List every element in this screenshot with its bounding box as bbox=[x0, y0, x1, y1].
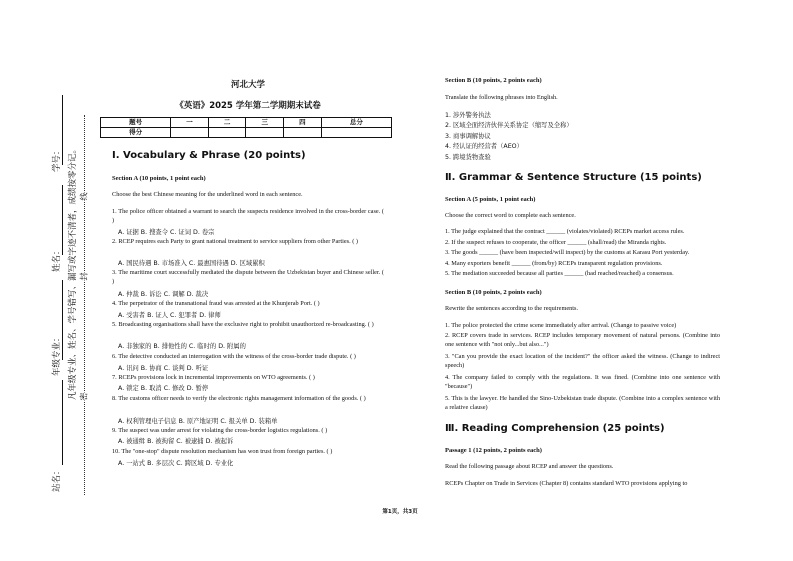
part2-sectionB-instruction: Rewrite the sentences according to the requirements. bbox=[445, 305, 579, 312]
grammar-item-4: 4. Many exporters benefit ______ (from/by) RCEPs transparent regulation provisions. bbox=[445, 260, 663, 267]
seal-dotted-line bbox=[84, 115, 85, 495]
part1-title: Ⅰ. Vocabulary & Phrase (20 points) bbox=[112, 150, 306, 161]
question-7-options: A. 锁定 B. 取消 C. 修改 D. 暂停 bbox=[118, 385, 209, 392]
score-cell bbox=[246, 128, 284, 138]
score-cell bbox=[171, 128, 209, 138]
part1-sectionA-title: Section A (10 points, 1 point each) bbox=[112, 175, 206, 182]
translate-item-3: 3. 商事调解协议 bbox=[445, 133, 491, 140]
question-5-options: A. 非独家的 B. 排他性的 C. 临时的 D. 附属的 bbox=[118, 343, 246, 350]
translate-item-1: 1. 涉外警务执法 bbox=[445, 112, 491, 119]
label-station: 站名： bbox=[52, 466, 62, 492]
seal-mark-mi: 密 bbox=[79, 392, 89, 401]
translate-item-2: 2. 区域全面经济伙伴关系协定（缩写及全称） bbox=[445, 122, 573, 129]
rewrite-item-1: 1. The police protected the crime scene immediately after arrival. (Change to passive voice) bbox=[445, 322, 677, 329]
station-line bbox=[62, 380, 63, 465]
score-header-cell: 四 bbox=[284, 118, 322, 128]
part2-sectionB-title: Section B (10 points, 2 points each) bbox=[445, 289, 542, 296]
question-10-options: A. 一站式 B. 多层次 C. 跨区域 D. 专业化 bbox=[118, 460, 234, 467]
major-line bbox=[62, 280, 63, 360]
score-cell bbox=[321, 128, 391, 138]
score-header-cell: 一 bbox=[171, 118, 209, 128]
score-header-cell: 总分 bbox=[321, 118, 391, 128]
grammar-item-2: 2. If the suspect refuses to cooperate, the officer ______ (shall/read) the Miranda rights. bbox=[445, 239, 667, 246]
part2-title: Ⅱ. Grammar & Sentence Structure (15 points) bbox=[445, 172, 702, 183]
binding-note: 凡年级专业、姓名、学号错写、漏写或字迹不清者，成绩按零分记。 bbox=[68, 144, 78, 400]
university-name: 河北大学 bbox=[230, 80, 265, 90]
score-cell bbox=[208, 128, 246, 138]
question-9-options: A. 被通缉 B. 被拘留 C. 被逮捕 D. 被起诉 bbox=[118, 438, 234, 445]
question-1: 1. The police officer obtained a warrant to search the suspects residence involved in the cross-border case. ( ) bbox=[112, 208, 384, 224]
question-4: 4. The perpetrator of the transnational fraud was arrested at the Khunjerab Port. ( ) bbox=[112, 300, 320, 307]
score-table-header-row bbox=[101, 118, 392, 128]
question-6: 6. The detective conducted an interrogation with the witness of the cross-border trade dispute. ( ) bbox=[112, 353, 356, 360]
label-major: 年级专业： bbox=[52, 333, 62, 376]
grammar-item-5: 5. The mediation succeeded because all parties ______ (had reached/reached) a consensus. bbox=[445, 270, 674, 277]
translate-item-5: 5. 跨境货物查验 bbox=[445, 154, 491, 161]
question-10: 10. The "one-stop" dispute resolution mechanism has won trust from foreign parties. ( ) bbox=[112, 448, 333, 455]
grammar-item-1: 1. The judge explained that the contract ______ (violates/violated) RCEPs market access rules. bbox=[445, 228, 685, 235]
translate-item-4: 4. 经认证的经营者（AEO） bbox=[445, 143, 523, 150]
question-8-options: A. 权利管理电子信息 B. 原产地证明 C. 报关单 D. 装箱单 bbox=[118, 418, 278, 425]
score-header-cell: 三 bbox=[246, 118, 284, 128]
question-5: 5. Broadcasting organisations shall have the exclusive right to prohibit unauthorized re-broadcasting. ( ) bbox=[112, 321, 374, 328]
score-header-cell: 二 bbox=[208, 118, 246, 128]
question-3-options: A. 仲裁 B. 诉讼 C. 调解 D. 裁决 bbox=[118, 291, 209, 298]
passage1-instruction: Read the following passage about RCEP and answer the questions. bbox=[445, 463, 614, 470]
seal-mark-feng: 封 bbox=[79, 272, 89, 281]
page-indicator: 第1页，共3页 bbox=[382, 509, 418, 515]
passage1-title: Passage 1 (12 points, 2 points each) bbox=[445, 447, 542, 454]
exam-title: 《英语》2025 学年第二学期期末试卷 bbox=[175, 101, 321, 111]
question-6-options: A. 讯问 B. 协商 C. 谈判 D. 听证 bbox=[118, 365, 209, 372]
question-8: 8. The customs officer needs to verify the electronic rights management information of the goods. ( ) bbox=[112, 395, 366, 402]
part1-sectionB-instruction: Translate the following phrases into English. bbox=[445, 94, 558, 101]
question-2-options: A. 国民待遇 B. 市场准入 C. 最惠国待遇 D. 区域累积 bbox=[118, 260, 265, 267]
part1-sectionB-title: Section B (10 points, 2 points each) bbox=[445, 77, 542, 84]
rewrite-item-2: 2. RCEP covers trade in services. RCEP includes temporary movement of natural persons. (Combine into one sentence with "not only...but also...") bbox=[445, 332, 720, 348]
label-student-id: 学号： bbox=[52, 146, 62, 172]
score-table-score-row bbox=[101, 128, 392, 138]
score-table bbox=[100, 117, 392, 138]
score-cell bbox=[284, 128, 322, 138]
grammar-item-3: 3. The goods ______ (have been inspected/will inspect) by the customs at Karasu Port yesterday. bbox=[445, 249, 690, 256]
seal-mark-xian: 线 bbox=[79, 192, 89, 201]
question-7: 7. RCEPs provisions lock in incremental improvements on WTO agreements. ( ) bbox=[112, 374, 315, 381]
name-line bbox=[62, 185, 63, 255]
question-9: 9. The suspect was under arrest for violating the cross-border logistics regulations. ( ) bbox=[112, 427, 328, 434]
part2-sectionA-instruction: Choose the correct word to complete each sentence. bbox=[445, 212, 576, 219]
part3-title: Ⅲ. Reading Comprehension (25 points) bbox=[445, 423, 665, 434]
question-4-options: A. 受害者 B. 证人 C. 犯罪者 D. 律师 bbox=[118, 312, 221, 319]
question-3: 3. The maritime court successfully mediated the dispute between the Uzbekistan buyer and Chinese seller. ( ) bbox=[112, 269, 384, 285]
rewrite-item-5: 5. This is the lawyer. He handled the Sino-Uzbekistan trade dispute. (Combine into a complex sentence with a relative clause) bbox=[445, 395, 720, 411]
part1-sectionA-instruction: Choose the best Chinese meaning for the underlined word in each sentence. bbox=[112, 191, 303, 198]
rewrite-item-4: 4. The company failed to comply with the regulations. It was fined. (Combine into one sentence with "because") bbox=[445, 374, 721, 390]
score-row-label: 得分 bbox=[101, 128, 171, 138]
question-2: 2. RCEP requires each Party to grant national treatment to service suppliers from other Parties. ( ) bbox=[112, 238, 358, 245]
passage1-text: RCEPs Chapter on Trade in Services (Chapter 8) contains standard WTO provisions applying to bbox=[445, 480, 688, 487]
score-header-cell: 题号 bbox=[101, 118, 171, 128]
part2-sectionA-title: Section A (5 points, 1 point each) bbox=[445, 196, 536, 203]
question-1-options: A. 证据 B. 搜查令 C. 证词 D. 卷宗 bbox=[118, 229, 215, 236]
rewrite-item-3: 3. "Can you provide the exact location of the incident?" the officer asked the witness. (Change to indirect speech) bbox=[445, 353, 721, 369]
student-id-line bbox=[62, 95, 63, 165]
label-name: 姓名： bbox=[52, 246, 62, 272]
